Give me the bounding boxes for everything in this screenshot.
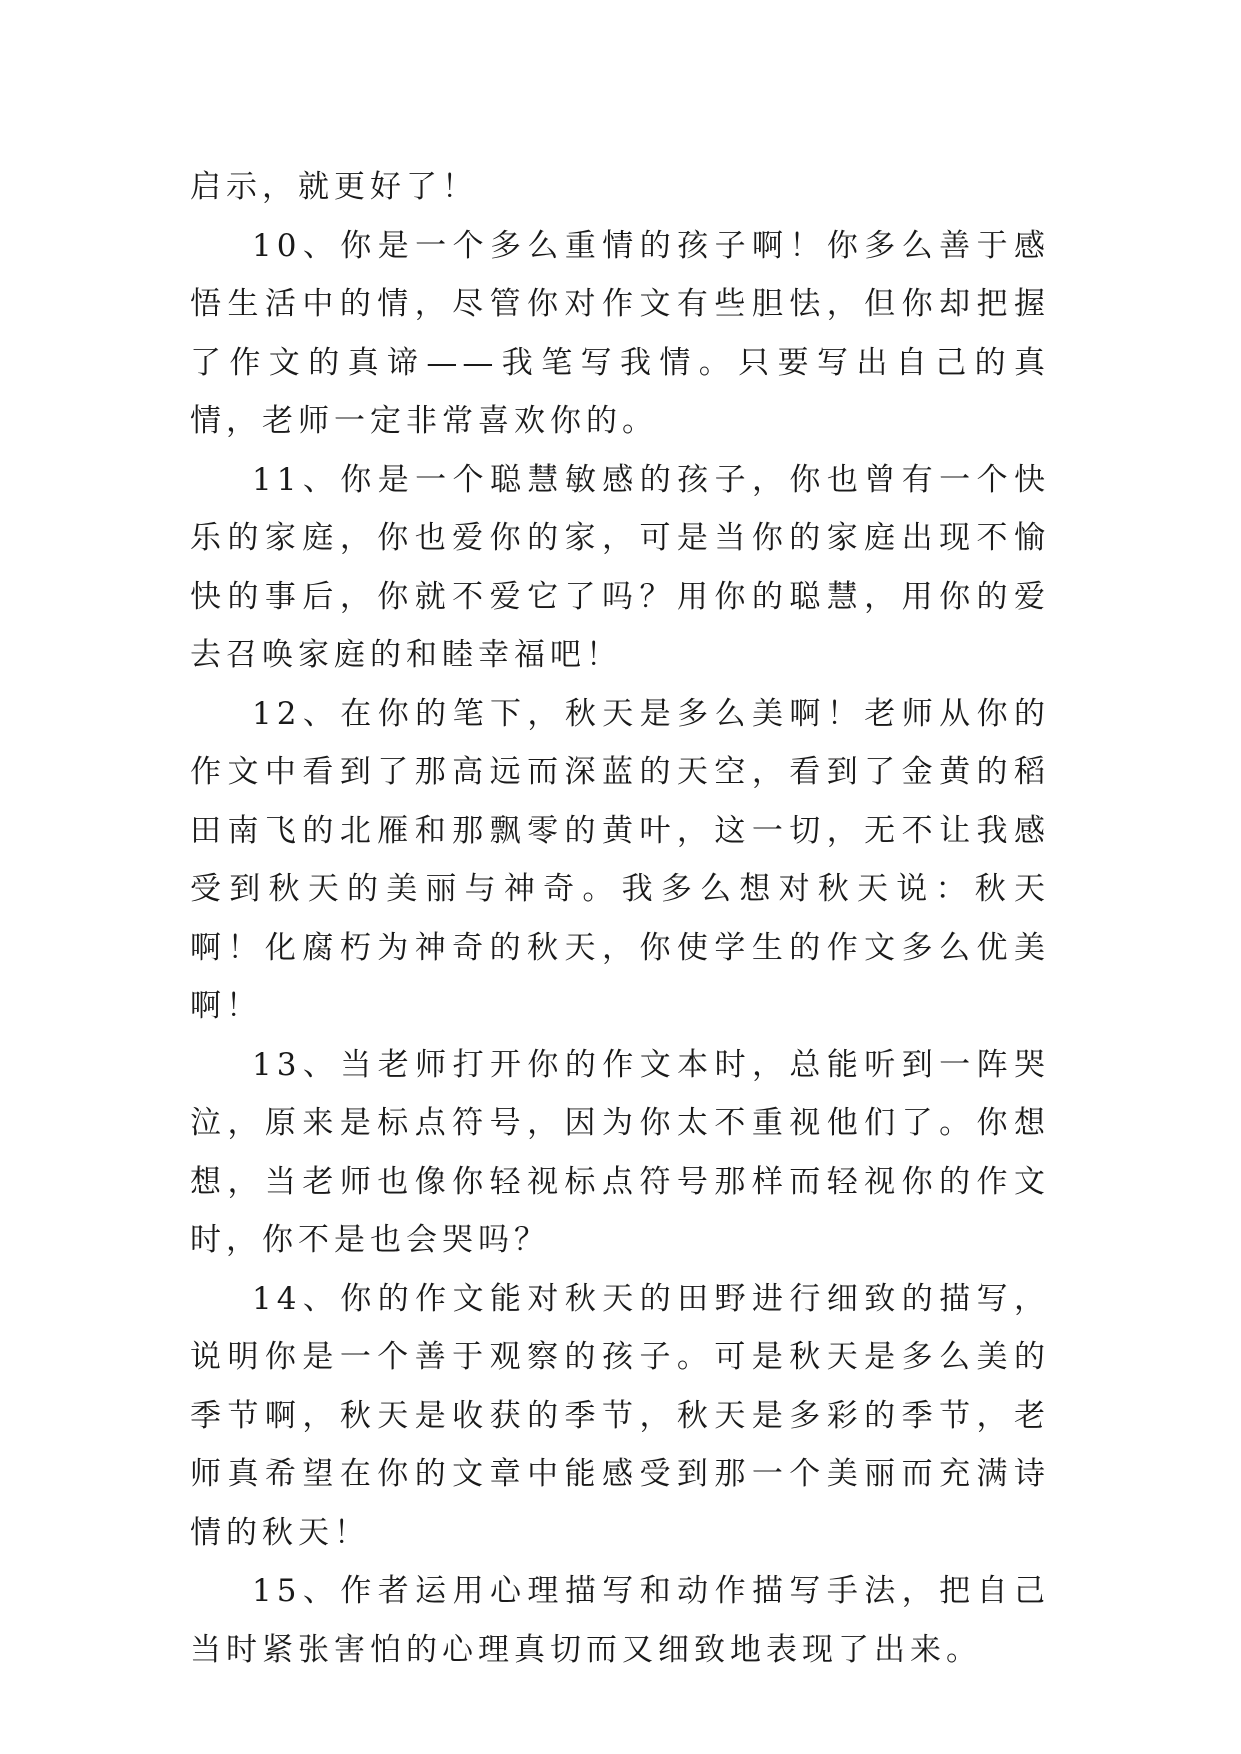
paragraph-continuation: 启示，就更好了！ <box>190 169 478 205</box>
paragraph-comment-10: 10、你是一个多么重情的孩子啊！你多么善于感悟生活中的情，尽管你对作文有些胆怯，但你却把握了作文的真谛——我笔写我情。只要写出自己的真情，老师一定非常喜欢你的。 <box>190 227 1050 439</box>
paragraph-comment-13: 13、当老师打开你的作文本时，总能听到一阵哭泣，原来是标点符号，因为你太不重视他们了。你想想，当老师也像你轻视标点符号那样而轻视你的作文时，你不是也会哭吗？ <box>190 1046 1050 1258</box>
paragraph-comment-15: 15、作者运用心理描写和动作描写手法，把自己当时紧张害怕的心理真切而又细致地表现了出来。 <box>190 1573 1050 1668</box>
paragraph-comment-11: 11、你是一个聪慧敏感的孩子，你也曾有一个快乐的家庭，你也爱你的家，可是当你的家庭出现不愉快的事后，你就不爱它了吗？用你的聪慧，用你的爱去召唤家庭的和睦幸福吧！ <box>190 461 1050 673</box>
paragraph-comment-12: 12、在你的笔下，秋天是多么美啊！老师从你的作文中看到了那高远而深蓝的天空，看到了金黄的稻田南飞的北雁和那飘零的黄叶，这一切，无不让我感受到秋天的美丽与神奇。我多么想对秋天说：秋天啊！化腐朽为神奇的秋天，你使学生的作文多么优美啊！ <box>190 695 1050 1024</box>
document-body <box>190 158 1050 1679</box>
paragraph-comment-14: 14、你的作文能对秋天的田野进行细致的描写，说明你是一个善于观察的孩子。可是秋天是多么美的季节啊，秋天是收获的季节，秋天是多彩的季节，老师真希望在你的文章中能感受到那一个美丽而充满诗情的秋天！ <box>190 1280 1050 1551</box>
